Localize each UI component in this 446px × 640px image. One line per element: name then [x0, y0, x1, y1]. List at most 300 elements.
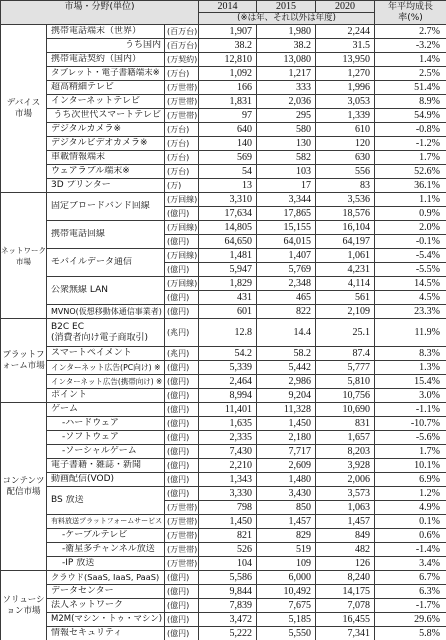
table-row — [1, 221, 446, 235]
item-label: クラウド(SaaS, IaaS, PaaS) — [51, 572, 160, 582]
value-2015: 580 — [257, 123, 316, 137]
value-2015: 2,036 — [257, 95, 316, 109]
value-2015: 333 — [257, 81, 316, 95]
table-body — [1, 25, 446, 640]
item-label: 固定ブロードバンド回線 — [51, 201, 150, 211]
unit-label: (万世帯) — [167, 545, 198, 554]
item-cell — [47, 389, 165, 403]
item-cell — [47, 109, 165, 123]
value-2014: 7,839 — [199, 599, 257, 613]
growth-rate-cell: 51.4% — [375, 81, 446, 95]
value-2014: 3,310 — [199, 193, 257, 207]
unit-cell — [165, 445, 199, 459]
growth-rate-cell: -5.4% — [375, 249, 446, 263]
unit-cell — [165, 585, 199, 599]
growth-rate-cell: 1.3% — [375, 361, 446, 375]
unit-label: (億円) — [167, 433, 190, 442]
value-2015: 17 — [257, 179, 316, 193]
table-row — [1, 67, 446, 81]
unit-label: (万台) — [167, 69, 190, 78]
growth-rate-cell: 1.2% — [375, 487, 446, 501]
unit-cell — [165, 179, 199, 193]
value-2020: 556 — [316, 165, 375, 179]
value-2014: 1,450 — [199, 515, 257, 529]
value-2014: 1,829 — [199, 277, 257, 291]
value-2014: 1,635 — [199, 417, 257, 431]
table-row — [1, 627, 446, 640]
unit-label: (億円) — [167, 573, 190, 582]
growth-rate-cell: 8.3% — [375, 347, 446, 361]
unit-label: (億円) — [167, 489, 190, 498]
growth-rate-cell: 10.1% — [375, 459, 446, 473]
table-row — [1, 459, 446, 473]
value-2020: 2,109 — [316, 305, 375, 319]
section-label: デバイス 市場 — [6, 97, 41, 119]
value-2020: 1,270 — [316, 67, 375, 81]
unit-cell — [165, 165, 199, 179]
item-cell — [47, 515, 165, 529]
value-2015: 295 — [257, 109, 316, 123]
value-2015: 10,492 — [257, 585, 316, 599]
unit-cell — [165, 305, 199, 319]
item-label: 情報セキュリティ — [51, 628, 123, 638]
item-cell — [47, 361, 165, 375]
value-2014: 1,831 — [199, 95, 257, 109]
unit-label: (万世帯) — [167, 83, 198, 92]
value-2014: 2,210 — [199, 459, 257, 473]
item-cell — [47, 305, 165, 319]
item-cell — [47, 319, 165, 347]
growth-rate-cell: -5.5% — [375, 263, 446, 277]
year-note: (※は年、それ以外は年度) — [199, 13, 375, 25]
unit-label: (億円) — [167, 237, 190, 246]
section-cell — [1, 193, 47, 319]
unit-label: (億円) — [167, 307, 190, 316]
growth-rate-cell: 2.5% — [375, 67, 446, 81]
value-2020: 8,203 — [316, 445, 375, 459]
growth-rate-cell: 1.4% — [375, 53, 446, 67]
value-2015: 465 — [257, 291, 316, 305]
item-label: BS 放送 — [51, 495, 84, 505]
value-2015: 1,217 — [257, 67, 316, 81]
unit-cell — [165, 361, 199, 375]
value-2015: 822 — [257, 305, 316, 319]
growth-rate-cell: -1.7% — [375, 599, 446, 613]
item-label: -ケーブルテレビ — [62, 530, 128, 540]
item-cell — [47, 431, 165, 445]
item-cell — [47, 627, 165, 640]
value-2014: 54 — [199, 165, 257, 179]
value-2020: 2,244 — [316, 25, 375, 39]
unit-label: (百万台) — [167, 41, 198, 50]
item-label: 3D プリンター — [51, 180, 111, 190]
unit-cell — [165, 627, 199, 640]
value-2015: 2,348 — [257, 277, 316, 291]
value-2014: 8,994 — [199, 389, 257, 403]
value-2020: 4,231 — [316, 263, 375, 277]
value-2020: 3,928 — [316, 459, 375, 473]
unit-cell — [165, 67, 199, 81]
growth-rate-cell: 54.9% — [375, 109, 446, 123]
item-label: 携帯電話回線 — [51, 229, 106, 239]
unit-label: (万台) — [167, 125, 190, 134]
unit-label: (億円) — [167, 601, 190, 610]
growth-rate-cell: 6.7% — [375, 571, 446, 585]
table-row — [1, 389, 446, 403]
section-label: ソリューシ ョン市場 — [2, 594, 45, 616]
item-cell — [47, 221, 165, 249]
unit-label: (万世帯) — [167, 97, 198, 106]
value-2014: 526 — [199, 543, 257, 557]
item-cell — [47, 249, 165, 277]
growth-rate-cell: -0.1% — [375, 235, 446, 249]
header-row — [1, 1, 446, 13]
unit-cell — [165, 193, 199, 207]
unit-cell — [165, 571, 199, 585]
item-cell — [47, 81, 165, 95]
value-2020: 126 — [316, 557, 375, 571]
growth-rate-cell: 8.9% — [375, 95, 446, 109]
value-2015: 64,015 — [257, 235, 316, 249]
unit-cell — [165, 459, 199, 473]
value-2014: 5,339 — [199, 361, 257, 375]
item-label: デジタルビデオカメラ※ — [51, 138, 148, 148]
table-row — [1, 319, 446, 347]
item-cell — [47, 529, 165, 543]
item-label: 携帯電話契約（国内） — [51, 54, 142, 64]
value-2014: 1,092 — [199, 67, 257, 81]
item-label: インターネット広告(PC向け) ※ — [51, 363, 161, 372]
table-row — [1, 445, 446, 459]
value-2020: 7,341 — [316, 627, 375, 640]
table-row — [1, 361, 446, 375]
value-2014: 12,810 — [199, 53, 257, 67]
table-row — [1, 95, 446, 109]
unit-label: (万台) — [167, 153, 190, 162]
growth-rate-cell: 0.1% — [375, 515, 446, 529]
unit-label: (億円) — [167, 587, 190, 596]
unit-cell — [165, 347, 199, 361]
growth-rate-cell: 6.9% — [375, 473, 446, 487]
unit-label: (億円) — [167, 391, 190, 400]
unit-cell — [165, 515, 199, 529]
table-row — [1, 81, 446, 95]
unit-label: (億円) — [167, 629, 190, 638]
value-2020: 25.1 — [316, 319, 375, 347]
value-2020: 1,457 — [316, 515, 375, 529]
growth-rate-cell: 0.6% — [375, 529, 446, 543]
item-cell — [47, 151, 165, 165]
item-cell — [47, 445, 165, 459]
item-label: スマートペイメント — [51, 348, 132, 358]
item-cell — [47, 403, 165, 417]
item-label: -ソフトウェア — [62, 432, 119, 442]
table-header — [1, 1, 446, 25]
unit-label: (億円) — [167, 615, 190, 624]
item-label: 法人ネットワーク — [51, 600, 124, 610]
value-2020: 1,339 — [316, 109, 375, 123]
item-cell — [47, 487, 165, 515]
growth-rate-cell: -1.4% — [375, 543, 446, 557]
value-2015: 5,185 — [257, 613, 316, 627]
value-2015: 2,180 — [257, 431, 316, 445]
section-label: プラットフ ォーム市場 — [2, 349, 45, 371]
value-2020: 7,078 — [316, 599, 375, 613]
table-row — [1, 179, 446, 193]
value-2015: 850 — [257, 501, 316, 515]
value-2020: 8,240 — [316, 571, 375, 585]
unit-cell — [165, 95, 199, 109]
value-2014: 821 — [199, 529, 257, 543]
unit-label: (万世帯) — [167, 503, 198, 512]
growth-rate-cell: 0.9% — [375, 207, 446, 221]
value-2020: 5,810 — [316, 375, 375, 389]
table-row — [1, 599, 446, 613]
unit-cell — [165, 249, 199, 263]
unit-cell — [165, 431, 199, 445]
item-label: うち国内 — [124, 40, 161, 50]
value-2020: 831 — [316, 417, 375, 431]
value-2020: 1,061 — [316, 249, 375, 263]
item-label: 携帯電話端末（世界） — [51, 26, 142, 36]
value-2020: 5,777 — [316, 361, 375, 375]
unit-cell — [165, 403, 199, 417]
value-2014: 14,805 — [199, 221, 257, 235]
item-cell — [47, 95, 165, 109]
value-2020: 10,756 — [316, 389, 375, 403]
unit-label: (万世帯) — [167, 111, 198, 120]
item-label: -衛星多チャンネル放送 — [62, 544, 155, 554]
value-2014: 64,650 — [199, 235, 257, 249]
item-label: M2M(マシン・トゥ・マシン) — [51, 614, 163, 624]
table-row — [1, 515, 446, 529]
item-cell — [47, 25, 165, 39]
value-2014: 2,335 — [199, 431, 257, 445]
value-2014: 431 — [199, 291, 257, 305]
value-2020: 16,104 — [316, 221, 375, 235]
unit-cell — [165, 81, 199, 95]
unit-cell — [165, 599, 199, 613]
value-2014: 3,330 — [199, 487, 257, 501]
value-2020: 630 — [316, 151, 375, 165]
value-2020: 561 — [316, 291, 375, 305]
unit-cell — [165, 529, 199, 543]
item-cell — [47, 123, 165, 137]
value-2014: 9,844 — [199, 585, 257, 599]
unit-label: (万台) — [167, 167, 190, 176]
table-row — [1, 165, 446, 179]
table-row — [1, 53, 446, 67]
unit-label: (万契約) — [167, 55, 198, 64]
section-label: コンテンツ 配信市場 — [2, 475, 45, 497]
unit-cell — [165, 417, 199, 431]
growth-rate-cell: 36.1% — [375, 179, 446, 193]
section-cell — [1, 403, 47, 571]
unit-cell — [165, 263, 199, 277]
item-cell — [47, 165, 165, 179]
unit-label: (万世帯) — [167, 517, 198, 526]
value-2014: 5,222 — [199, 627, 257, 640]
value-2015: 5,550 — [257, 627, 316, 640]
value-2014: 569 — [199, 151, 257, 165]
value-2014: 640 — [199, 123, 257, 137]
value-2014: 3,472 — [199, 613, 257, 627]
table-row — [1, 557, 446, 571]
value-2015: 103 — [257, 165, 316, 179]
growth-rate-cell: 6.3% — [375, 585, 446, 599]
year-2020-header: 2020 — [316, 1, 375, 13]
growth-rate-cell: 14.5% — [375, 277, 446, 291]
value-2015: 9,204 — [257, 389, 316, 403]
unit-label: (億円) — [167, 461, 190, 470]
unit-cell — [165, 543, 199, 557]
growth-rate-cell: 3.4% — [375, 557, 446, 571]
item-label: 超高精細テレビ — [51, 82, 114, 92]
item-label: B2C EC (消費者向け電子商取引) — [51, 321, 149, 343]
unit-cell — [165, 487, 199, 501]
item-cell — [47, 277, 165, 305]
table-row — [1, 39, 446, 53]
table-row — [1, 249, 446, 263]
value-2015: 519 — [257, 543, 316, 557]
growth-rate-cell: 1.1% — [375, 193, 446, 207]
value-2015: 7,675 — [257, 599, 316, 613]
growth-rate-cell: -5.6% — [375, 431, 446, 445]
value-2020: 31.5 — [316, 39, 375, 53]
unit-label: (万回線) — [167, 251, 198, 260]
item-label: インターネット広告(携帯向け) ※ — [51, 377, 163, 386]
unit-label: (万世帯) — [167, 559, 198, 568]
table-row — [1, 613, 446, 627]
item-label: モバイルデータ通信 — [51, 257, 133, 267]
value-2020: 1,996 — [316, 81, 375, 95]
value-2015: 1,407 — [257, 249, 316, 263]
value-2014: 11,401 — [199, 403, 257, 417]
value-2020: 14,175 — [316, 585, 375, 599]
unit-label: (兆円) — [167, 328, 190, 337]
value-2020: 120 — [316, 137, 375, 151]
section-label: ネットワーク 市場 — [1, 245, 46, 266]
value-2015: 17,865 — [257, 207, 316, 221]
value-2020: 1,063 — [316, 501, 375, 515]
value-2014: 140 — [199, 137, 257, 151]
unit-cell — [165, 151, 199, 165]
item-label: ゲーム — [51, 404, 79, 414]
table-row — [1, 585, 446, 599]
table-row — [1, 277, 446, 291]
value-2015: 38.2 — [257, 39, 316, 53]
unit-cell — [165, 235, 199, 249]
item-cell — [47, 473, 165, 487]
growth-rate-cell: 15.4% — [375, 375, 446, 389]
growth-rate-cell: 4.9% — [375, 501, 446, 515]
unit-label: (万回線) — [167, 279, 198, 288]
table-row — [1, 347, 446, 361]
section-cell — [1, 25, 47, 193]
unit-cell — [165, 221, 199, 235]
unit-cell — [165, 291, 199, 305]
value-2014: 97 — [199, 109, 257, 123]
value-2015: 58.2 — [257, 347, 316, 361]
value-2014: 1,907 — [199, 25, 257, 39]
growth-rate-cell: 1.7% — [375, 151, 446, 165]
unit-cell — [165, 501, 199, 515]
value-2015: 14.4 — [257, 319, 316, 347]
table-row — [1, 417, 446, 431]
value-2020: 610 — [316, 123, 375, 137]
item-label: タブレット・電子書籍端末※ — [51, 68, 160, 78]
unit-label: (億円) — [167, 209, 190, 218]
item-label: 車載情報端末 — [51, 152, 106, 162]
unit-label: (億円) — [167, 447, 190, 456]
unit-label: (億円) — [167, 475, 190, 484]
table-row — [1, 543, 446, 557]
item-cell — [47, 543, 165, 557]
table-row — [1, 487, 446, 501]
growth-rate-cell: -1.1% — [375, 403, 446, 417]
unit-cell — [165, 319, 199, 347]
unit-label: (万世帯) — [167, 531, 198, 540]
unit-label: (万回線) — [167, 223, 198, 232]
table-row — [1, 473, 446, 487]
unit-label: (万台) — [167, 139, 190, 148]
growth-rate-cell: 2.0% — [375, 221, 446, 235]
item-label: ウェアラブル端末※ — [51, 166, 130, 176]
section-cell — [1, 571, 47, 640]
unit-label: (億円) — [167, 363, 190, 372]
value-2014: 166 — [199, 81, 257, 95]
value-2020: 3,573 — [316, 487, 375, 501]
growth-rate-cell: 1.7% — [375, 445, 446, 459]
unit-label: (億円) — [167, 405, 190, 414]
value-2020: 64,197 — [316, 235, 375, 249]
value-2014: 5,947 — [199, 263, 257, 277]
value-2020: 849 — [316, 529, 375, 543]
value-2015: 829 — [257, 529, 316, 543]
value-2015: 3,430 — [257, 487, 316, 501]
growth-rate-cell: 11.9% — [375, 319, 446, 347]
year-2014-header: 2014 — [199, 1, 257, 13]
table-row — [1, 403, 446, 417]
growth-rate-cell: 52.6% — [375, 165, 446, 179]
value-2020: 2,006 — [316, 473, 375, 487]
value-2014: 2,464 — [199, 375, 257, 389]
item-cell — [47, 193, 165, 221]
value-2015: 2,609 — [257, 459, 316, 473]
item-label: -ハードウェア — [62, 418, 119, 428]
value-2015: 109 — [257, 557, 316, 571]
growth-rate-cell: 4.5% — [375, 291, 446, 305]
unit-cell — [165, 557, 199, 571]
unit-cell — [165, 277, 199, 291]
item-cell — [47, 571, 165, 585]
table-row — [1, 137, 446, 151]
unit-label: (億円) — [167, 377, 190, 386]
unit-cell — [165, 473, 199, 487]
item-cell — [47, 137, 165, 151]
item-cell — [47, 53, 165, 67]
table-row — [1, 305, 446, 319]
unit-cell — [165, 25, 199, 39]
item-cell — [47, 67, 165, 81]
value-2015: 13,080 — [257, 53, 316, 67]
growth-rate-header: 年平均成長 率(%) — [375, 1, 446, 25]
unit-label: (億円) — [167, 265, 190, 274]
table-row — [1, 25, 446, 39]
item-label: -ソーシャルゲーム — [62, 446, 137, 456]
value-2020: 18,576 — [316, 207, 375, 221]
unit-label: (億円) — [167, 419, 190, 428]
